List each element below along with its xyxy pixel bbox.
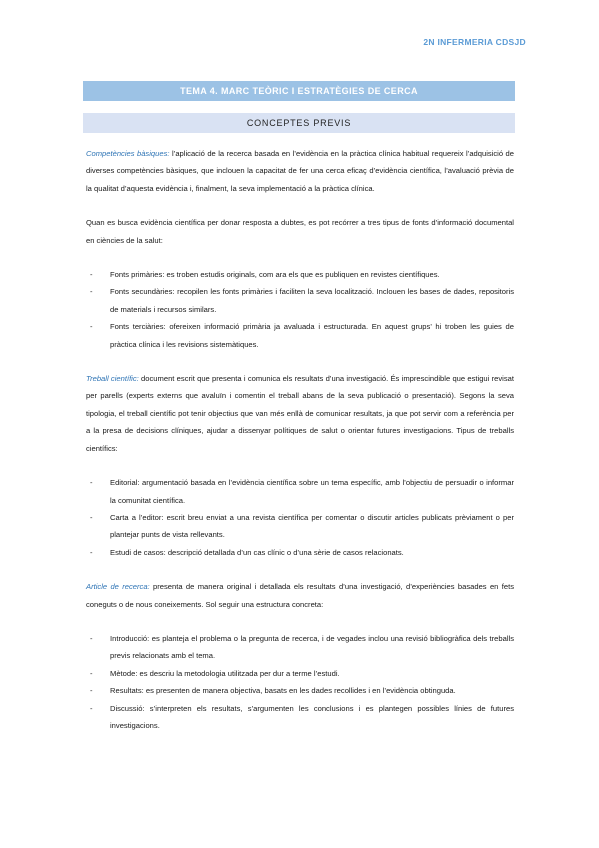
bullet-dash: - bbox=[90, 633, 93, 643]
list-item bbox=[86, 509, 514, 544]
bullet-dash: - bbox=[90, 322, 93, 332]
list-item-text: Introducció: es planteja el problema o la pregunta de recerca, i de vegades inclou una revisió bibliogràfica dels treballs previs relacionats amb el tema. bbox=[110, 633, 514, 661]
list-item-text: Fonts primàries: es troben estudis originals, com ara els que es publiquen en revistes científiques. bbox=[110, 270, 440, 280]
list-item bbox=[86, 544, 514, 561]
list-item bbox=[86, 283, 514, 318]
article-structure-list bbox=[86, 630, 514, 734]
bullet-dash: - bbox=[90, 287, 93, 297]
list-item-text: Estudi de casos: descripció detallada d’un cas clínic o d’una sèrie de casos relacionats. bbox=[110, 547, 404, 557]
sources-intro: Quan es busca evidència científica per donar resposta a dubtes, es pot recórrer a tres tipus de fonts d’informació documental en ciències de la salut: bbox=[86, 218, 514, 245]
document-body bbox=[86, 145, 514, 751]
competencies-term: Competències bàsiques: bbox=[86, 149, 170, 158]
research-article-paragraph bbox=[86, 578, 514, 613]
list-item-text: Fonts secundàries: recopilen les fonts primàries i faciliten la seva localització. Inclouen les bases de dades, repositoris de materials i recursos similars. bbox=[110, 287, 514, 314]
bullet-dash: - bbox=[90, 512, 93, 522]
list-item bbox=[86, 682, 514, 699]
competencies-paragraph bbox=[86, 145, 514, 197]
research-article-text: presenta de manera original i detallada els resultats d’una investigació, d’experiències basades en fets coneguts o de nous coneixements. Sol seguir una estructura concreta: bbox=[86, 582, 514, 609]
list-item bbox=[86, 266, 514, 283]
bullet-dash: - bbox=[90, 270, 93, 280]
list-item-text: Mètode: es descriu la metodologia utilitzada per dur a terme l’estudi. bbox=[110, 668, 340, 678]
list-item bbox=[86, 700, 514, 735]
list-item-text: Editorial: argumentació basada en l’evidència científica sobre un tema específic, amb l’objectiu de persuadir o informar la comunitat científica. bbox=[110, 478, 514, 505]
list-item-text: Discussió: s’interpreten els resultats, s’argumenten les conclusions i es plantegen possibles línies de futures investigacions. bbox=[110, 703, 514, 730]
list-item bbox=[86, 665, 514, 682]
topic-title-bar: TEMA 4. MARC TEÒRIC I ESTRATÈGIES DE CERCA bbox=[83, 81, 515, 101]
bullet-dash: - bbox=[90, 478, 93, 488]
scientific-work-text: document escrit que presenta i comunica els resultats d’una investigació. És imprescindible que estigui revisat per parells (experts externs que avaluïn i comentin el treball abans de la seva publicació o presentació). Segons la seva tipologia, el treball científic pot tenir objectius que van més enllà de comunicar resultats, ja que pot servir com a referència per a la presa de decisions clíniques, ajudar a dissenyar polítiques de salut o orientar futures investigacions. Tipus de treballs científics: bbox=[86, 374, 514, 453]
list-item bbox=[86, 318, 514, 353]
work-types-list bbox=[86, 474, 514, 561]
scientific-work-term: Treball científic: bbox=[86, 374, 139, 384]
bullet-dash: - bbox=[90, 703, 93, 713]
list-item-text: Fonts terciàries: ofereixen informació primària ja avaluada i estructurada. En aquest grups’ hi troben les guies de pràctica clínica i les revisions sistemàtiques. bbox=[110, 322, 514, 349]
bullet-dash: - bbox=[90, 686, 93, 696]
list-item bbox=[86, 474, 514, 509]
sources-list bbox=[86, 266, 514, 353]
course-header: 2N INFERMERIA CDSJD bbox=[423, 37, 526, 47]
list-item-text: Resultats: es presenten de manera objectiva, basats en les dades recollides i en l’evidència obtinguda. bbox=[110, 686, 456, 696]
scientific-work-paragraph bbox=[86, 370, 514, 457]
bullet-dash: - bbox=[90, 547, 93, 557]
competencies-text: l’aplicació de la recerca basada en l’evidència en la pràctica clínica habitual requereix l’adquisició de diverses competències bàsiques, que inclouen la capacitat de fer una cerca eficaç d’evidència científica, l’avaluació prèvia de la qualitat d’aquesta evidència i, finalment, la seva implementació a la pràctica clínica. bbox=[86, 149, 514, 193]
list-item-text: Carta a l’editor: escrit breu enviat a una revista científica per comentar o discutir articles publicats prèviament o per plantejar punts de vista rellevants. bbox=[110, 512, 514, 540]
section-heading: CONCEPTES PREVIS bbox=[83, 113, 515, 133]
list-item bbox=[86, 630, 514, 665]
bullet-dash: - bbox=[90, 668, 93, 678]
research-article-term: Article de recerca: bbox=[86, 582, 150, 592]
